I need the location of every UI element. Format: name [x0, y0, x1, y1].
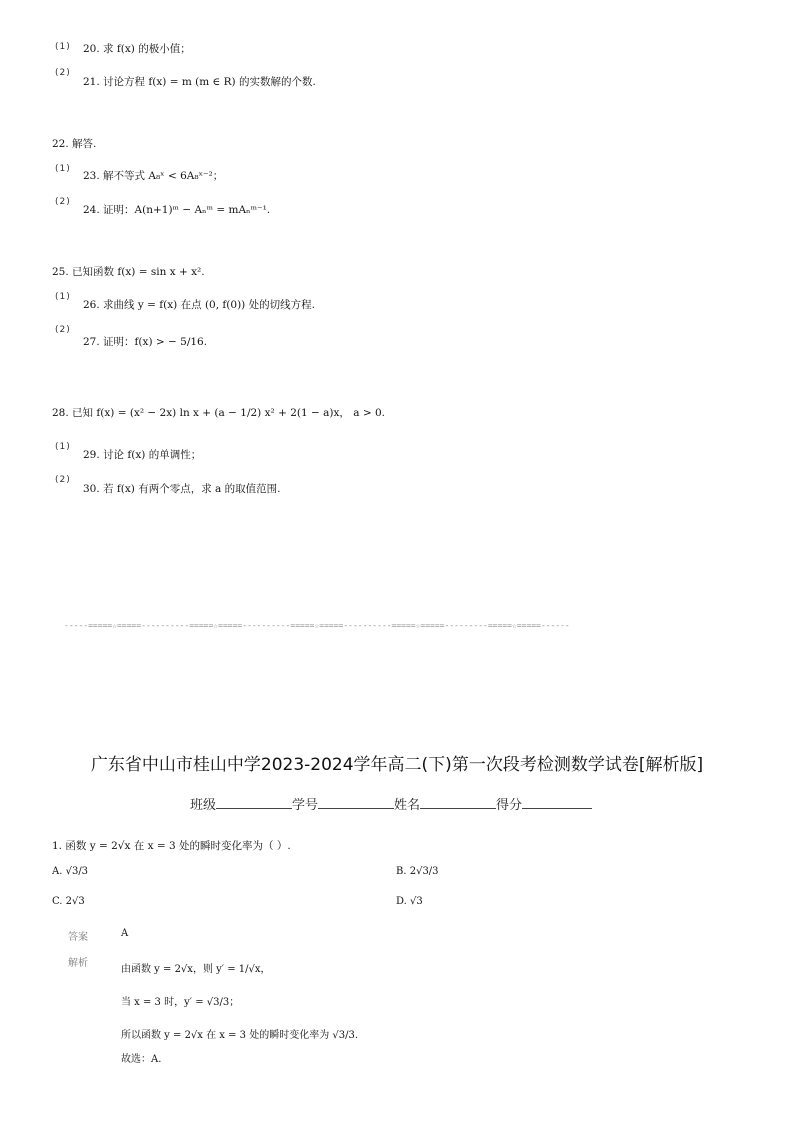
problem-28: 28. 已知 f(x) = (x² − 2x) ln x + (a − 1/2) x² + 2(1 − a)x， a > 0.: [52, 407, 386, 419]
id-label: 学号: [292, 798, 319, 813]
analysis-line: 故选：A.: [121, 1054, 162, 1065]
page-divider: -----=====☆=====----------=====☆=====----------=====☆=====----------=====☆=====---------=====☆=====------: [64, 621, 570, 630]
info-fields: [190, 794, 592, 813]
name-blank[interactable]: [420, 797, 496, 809]
option-c[interactable]: C. 2√3: [52, 896, 85, 907]
sub-mark: (1): [55, 42, 71, 52]
problem-23: 23. 解不等式 A₈ˣ < 6A₈ˣ⁻²；: [83, 170, 224, 182]
exam-title: 广东省中山市桂山中学2023-2024学年高二(下)第一次段考检测数学试卷[解析版]: [90, 755, 704, 775]
problem-27: 27. 证明：f(x) > − 5/16.: [83, 336, 208, 348]
problem-30: 30. 若 f(x) 有两个零点，求 a 的取值范围.: [83, 483, 281, 495]
sub-mark: (2): [55, 68, 71, 78]
answer-label: 答案: [68, 932, 88, 943]
analysis-label: 解析: [68, 958, 88, 969]
option-a[interactable]: A. √3/3: [52, 866, 89, 877]
sub-mark: (1): [55, 164, 71, 174]
problem-22: 22. 解答.: [52, 138, 97, 150]
problem-29: 29. 讨论 f(x) 的单调性；: [83, 449, 202, 461]
problem-24: 24. 证明：A(n+1)ᵐ − Aₙᵐ = mAₙᵐ⁻¹.: [83, 204, 271, 216]
option-d[interactable]: D. √3: [396, 896, 423, 907]
name-label: 姓名: [394, 798, 421, 813]
sub-mark: (2): [55, 475, 71, 485]
class-blank[interactable]: [216, 797, 292, 809]
question-1-stem: 1. 函数 y = 2√x 在 x = 3 处的瞬时变化率为（ ）.: [52, 840, 291, 852]
score-label: 得分: [496, 798, 523, 813]
problem-21: 21. 讨论方程 f(x) = m (m ∈ R) 的实数解的个数.: [83, 76, 316, 88]
problem-26: 26. 求曲线 y = f(x) 在点 (0, f(0)) 处的切线方程.: [83, 299, 315, 311]
analysis-line: 由函数 y = 2√x，则 y′ = 1/√x，: [121, 964, 271, 975]
sub-mark: (1): [55, 442, 71, 452]
score-blank[interactable]: [522, 797, 592, 809]
class-label: 班级: [190, 798, 217, 813]
option-b[interactable]: B. 2√3/3: [396, 866, 439, 877]
id-blank[interactable]: [318, 797, 394, 809]
problem-20: 20. 求 f(x) 的极小值；: [83, 43, 191, 55]
problem-25: 25. 已知函数 f(x) = sin x + x².: [52, 266, 205, 278]
answer-value: A: [121, 928, 129, 939]
sub-mark: (1): [55, 292, 71, 302]
sub-mark: (2): [55, 197, 71, 207]
analysis-line: 当 x = 3 时，y′ = √3/3；: [121, 997, 240, 1008]
analysis-line: 所以函数 y = 2√x 在 x = 3 处的瞬时变化率为 √3/3.: [121, 1030, 359, 1041]
sub-mark: (2): [55, 325, 71, 335]
